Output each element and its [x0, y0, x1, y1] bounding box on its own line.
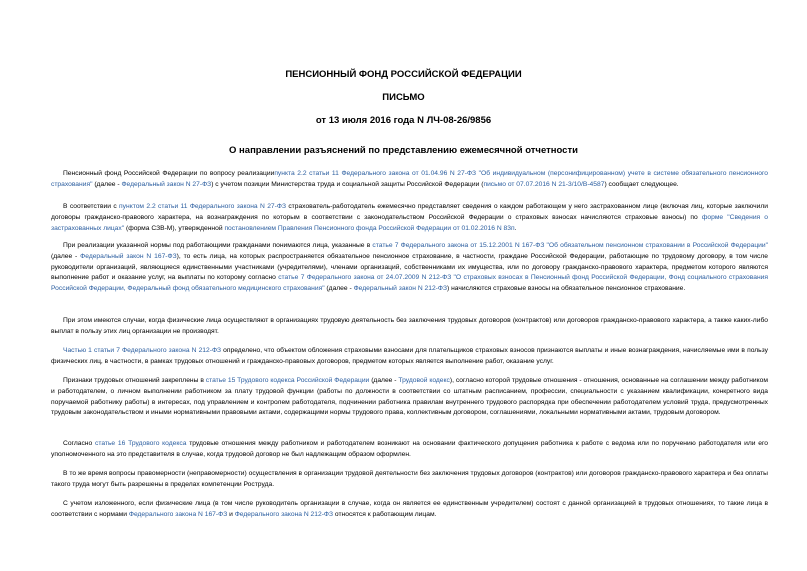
law-reference-link[interactable]: статье 16 Трудового кодекса — [94, 440, 187, 447]
law-reference-link[interactable]: Федерального закона N 167-ФЗ — [128, 510, 228, 518]
paragraph-text: При этом имеются случаи, когда физические лица осуществляют в организациях трудовую деятельность без заключения трудовых договоров (контрактов) или договоров гражданско-правового характера, а также каких-либо выплат в пользу этих лиц организации не производят. — [51, 317, 768, 335]
paragraph-1 — [51, 169, 768, 191]
paragraph-text: относятся к работающим лицам. — [333, 510, 437, 518]
paragraph-5 — [51, 346, 768, 368]
paragraph-text: ), согласно которой трудовые отношения - отношения, основанные на соглашении между работником и работодателем, о личном выполнении работником за плату трудовой функции (работы по должности в соответствии со штатным расписанием, профессии, специальности с указанием квалификации, конкретного вида поручаемой работнику работы) в интересах, под управлением и контролем работодателя, подчинении работника правилам внутреннего трудового распорядка при обеспечении работодателем условий труда, предусмотренных трудовым законодательством и иными нормативными правовыми актами, содержащими нормы трудового права, коллективным договором, соглашениями, локальными нормативными актами, трудовым договором. — [51, 377, 768, 417]
paragraph-text: трудовые отношения между работником и работодателем возникают на основании фактического допущения работника к работе с ведома или по поручению работодателя или его уполномоченного на это представителя в случае, когда трудовой договор не был надлежащим образом оформлен. — [51, 440, 769, 458]
paragraph-text: (далее - — [324, 285, 354, 293]
law-reference-link[interactable]: форме "Сведения о застрахованных лицах" — [51, 213, 769, 232]
doc-title: О направлении разъяснений по представлению ежемесячной отчетности — [229, 145, 578, 156]
paragraph-text: При реализации указанной нормы под работающими гражданами понимаются лица, указанные в — [63, 242, 373, 249]
law-reference-link[interactable]: Трудовой кодекс — [398, 377, 450, 384]
paragraph-8 — [51, 469, 768, 491]
doc-date-number: от 13 июля 2016 года N ЛЧ-08-26/9856 — [315, 115, 492, 126]
law-reference-link[interactable]: Федеральный закон N 212-ФЗ — [353, 285, 448, 293]
law-reference-link[interactable]: постановлением Правления Пенсионного фонда Российской Федерации от 01.02.2016 N 83п — [224, 224, 515, 232]
law-reference-link[interactable]: Федерального закона N 212-ФЗ — [234, 510, 334, 518]
paragraph-text: ) начисляются страховые взносы на обязательное пенсионное страхование. — [447, 285, 686, 293]
law-reference-link[interactable]: Частью 1 статьи 7 Федерального закона N 212-ФЗ — [63, 347, 222, 354]
law-reference-link[interactable]: пунктом 2.2 статьи 11 Федерального закона N 27-ФЗ — [119, 203, 286, 210]
paragraph-text: (далее - — [92, 180, 122, 188]
paragraph-text: Согласно — [63, 440, 95, 447]
paragraph-text: страхователь-работодатель ежемесячно представляет сведения о каждом работающем у него застрахованном лице (включая лиц, которые заключили договоры гражданско-правового характера, на вознаграждения по которым в соответствии с законодательством Российской Федерации о страховых взносах начисляются страховые взносы) по — [51, 203, 769, 221]
paragraph-text: и — [227, 510, 235, 518]
law-reference-link[interactable]: статье 7 Федерального закона от 15.12.2001 N 167-ФЗ "Об обязательном пенсионном страховании в Российской Федерации" — [372, 242, 768, 249]
paragraph-text: (форма СЗВ-М), утвержденной — [124, 224, 225, 232]
paragraph-7 — [51, 439, 768, 461]
paragraph-text: Признаки трудовых отношений закреплены в — [63, 377, 206, 384]
paragraph-9 — [51, 499, 768, 521]
paragraph-text: определено, что объектом обложения страховыми взносами для плательщиков страховых взносов признаются выплаты и иные вознаграждения, начисляемые ими в пользу физических лиц, в частности, в рамках трудовых отношений и гражданско-правовых договоров, предметом которых является выполнение работ, оказание услуг. — [51, 347, 768, 365]
law-reference-link[interactable]: статье 7 Федерального закона от 24.07.2009 N 212-ФЗ "О страховых взносах в Пенсионный фонд Российской Федерации, Фонд социального страхования Российской Федерации, Федеральный фонд обязательного медицинского страхования" — [51, 274, 768, 293]
paragraph-text: Пенсионный фонд Российской Федерации по вопросу реализации — [63, 170, 275, 177]
paragraph-text: ), то есть лица, на которых распространяется обязательное пенсионное страхование, в частности, граждане Российской Федерации, работающие по трудовому договору, в том числе руководители организаций, являющиеся единственными участниками (учредителями), членами организаций, собственниками их имущества, или по договору гражданско-правового характера, предметом которого являются выполнение работ и оказание услуг, на выплаты по которому согласно — [51, 252, 768, 282]
paragraph-text: ) с учетом позиции Министерства труда и социальной защиты Российской Федерации ( — [211, 180, 484, 188]
paragraph-2 — [51, 202, 768, 234]
paragraph-4 — [51, 316, 768, 338]
paragraph-text: (далее - — [369, 377, 399, 384]
law-reference-link[interactable]: Федеральный закон N 27-ФЗ — [121, 180, 212, 188]
law-reference-link[interactable]: письмо от 07.07.2016 N 21-3/10/В-4587 — [483, 180, 605, 188]
paragraph-text: В то же время вопросы правомерности (неправомерности) осуществления в организации трудовой деятельности без заключения трудовых договоров (контрактов) или договоров гражданско-правового характера и без оплаты такого труда могут быть разрешены в пределах компетенции Роструда. — [51, 470, 768, 488]
paragraph-text: . — [514, 224, 517, 232]
paragraph-text: В соответствии с — [63, 203, 120, 210]
org-title: ПЕНСИОННЫЙ ФОНД РОССИЙСКОЙ ФЕДЕРАЦИИ — [285, 69, 522, 80]
doc-type: ПИСЬМО — [382, 92, 425, 103]
paragraph-text: ) сообщает следующее. — [604, 180, 679, 188]
paragraph-6 — [51, 376, 768, 419]
paragraph-text: С учетом изложенного, если физические лица (в том числе руководитель организации в случае, когда он является ее единственным учредителем) состоят с данной организацией в трудовых отношениях, то такие лица в соответствии с нормами — [51, 500, 768, 518]
paragraph-text: (далее - — [51, 252, 81, 260]
law-reference-link[interactable]: статье 15 Трудового кодекса Российской Федерации — [205, 377, 370, 384]
paragraph-3 — [51, 241, 768, 295]
law-reference-link[interactable]: Федеральный закон N 167-ФЗ — [80, 252, 177, 260]
law-reference-link[interactable]: пункта 2.2 статьи 11 Федерального закона от 01.04.96 N 27-ФЗ "Об индивидуальном (персонифицированном) учете в системе обязательного пенсионного страхования" — [51, 170, 768, 188]
